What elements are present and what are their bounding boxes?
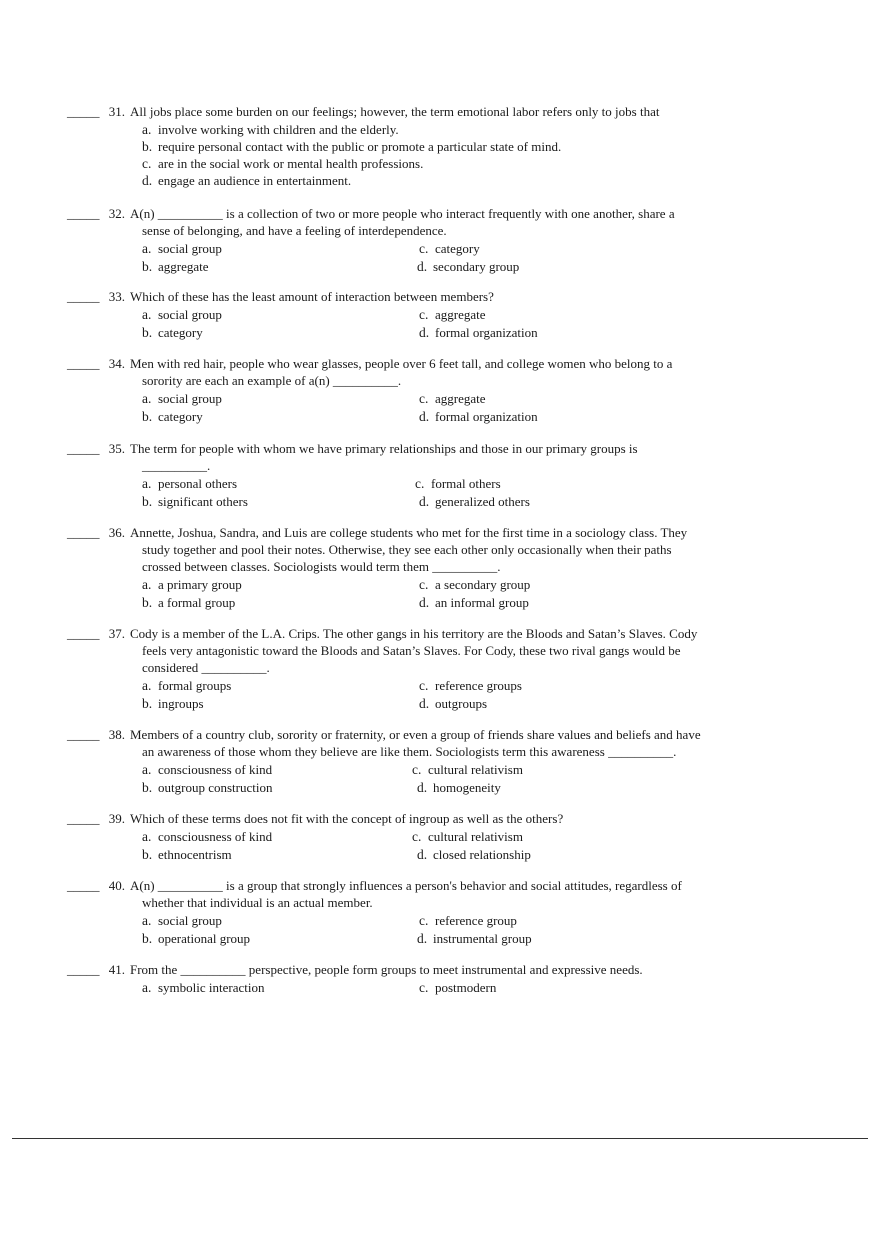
question-stem: From the __________ perspective, people form groups to meet instrumental and expressive needs. [130, 962, 643, 977]
option-text: social group [158, 307, 222, 322]
option-text: an informal group [435, 595, 529, 610]
question-stem-continued: whether that individual is an actual member. [142, 895, 373, 910]
option-d[interactable] [142, 172, 747, 189]
option-a[interactable] [142, 306, 222, 323]
option-b[interactable] [142, 324, 203, 341]
answer-blank[interactable]: _____ [67, 626, 100, 641]
question-stem-continued: sense of belonging, and have a feeling of interdependence. [142, 223, 447, 238]
option-text: aggregate [435, 391, 486, 406]
option-letter: b. [142, 494, 153, 509]
option-text: secondary group [433, 259, 520, 274]
option-letter: b. [142, 780, 153, 795]
option-a[interactable] [142, 677, 231, 694]
question-32 [67, 205, 747, 276]
option-c[interactable] [412, 828, 523, 845]
question-number: 32. [108, 206, 125, 221]
option-a[interactable] [142, 390, 222, 407]
option-text: category [158, 325, 203, 340]
question-stem: A(n) __________ is a collection of two or more people who interact frequently with one another, share a [130, 206, 675, 221]
question-35 [67, 440, 747, 511]
question-stem: Men with red hair, people who wear glasses, people over 6 feet tall, and college women who belong to a [130, 356, 673, 371]
option-letter: d. [419, 494, 430, 509]
question-number: 37. [108, 626, 125, 641]
option-text: formal organization [435, 325, 538, 340]
option-d[interactable] [419, 594, 529, 611]
question-number: 33. [108, 289, 125, 304]
question-33 [67, 288, 747, 342]
option-letter: d. [419, 325, 430, 340]
option-d[interactable] [417, 846, 531, 863]
option-text: engage an audience in entertainment. [158, 173, 352, 188]
option-letter: b. [142, 847, 153, 862]
option-letter: c. [419, 678, 429, 693]
option-letter: c. [419, 913, 429, 928]
option-letter: d. [419, 409, 430, 424]
option-letter: b. [142, 325, 153, 340]
option-a[interactable] [142, 912, 222, 929]
option-b[interactable] [142, 258, 209, 275]
option-text: social group [158, 391, 222, 406]
answer-blank[interactable]: _____ [67, 962, 100, 977]
option-text: outgroup construction [158, 780, 273, 795]
option-letter: c. [415, 476, 425, 491]
option-letter: d. [142, 173, 153, 188]
option-d[interactable] [417, 258, 519, 275]
question-number: 34. [108, 356, 125, 371]
option-letter: d. [417, 847, 428, 862]
option-text: ethnocentrism [158, 847, 232, 862]
question-number: 35. [108, 441, 125, 456]
option-letter: a. [142, 476, 152, 491]
question-stem: Which of these has the least amount of interaction between members? [130, 289, 494, 304]
option-text: social group [158, 913, 222, 928]
answer-blank[interactable]: _____ [67, 104, 100, 119]
option-letter: a. [142, 307, 152, 322]
option-letter: c. [419, 241, 429, 256]
option-d[interactable] [417, 930, 532, 947]
option-c[interactable] [419, 306, 486, 323]
option-text: significant others [158, 494, 248, 509]
question-number: 36. [108, 525, 125, 540]
option-text: consciousness of kind [158, 829, 273, 844]
option-c[interactable] [412, 761, 523, 778]
option-letter: c. [419, 307, 429, 322]
option-letter: a. [142, 391, 152, 406]
answer-blank[interactable]: _____ [67, 811, 100, 826]
question-stem-continued: feels very antagonistic toward the Bloods and Satan’s Slaves. For Cody, these two rival gangs would be [142, 643, 681, 658]
question-stem-continued: crossed between classes. Sociologists would term them __________. [142, 559, 501, 574]
option-letter: a. [142, 577, 152, 592]
option-text: aggregate [158, 259, 209, 274]
option-letter: b. [142, 409, 153, 424]
option-c[interactable] [419, 240, 480, 257]
option-d[interactable] [417, 779, 501, 796]
option-text: formal organization [435, 409, 538, 424]
option-text: a formal group [158, 595, 236, 610]
question-number: 38. [108, 727, 125, 742]
answer-blank[interactable]: _____ [67, 441, 100, 456]
option-text: a primary group [158, 577, 242, 592]
question-34 [67, 355, 747, 426]
option-b[interactable] [142, 779, 272, 796]
option-letter: a. [142, 241, 152, 256]
option-b[interactable] [142, 594, 235, 611]
option-text: formal others [431, 476, 501, 491]
option-letter: a. [142, 122, 152, 137]
option-letter: a. [142, 913, 152, 928]
option-c[interactable] [419, 912, 517, 929]
option-b[interactable] [142, 408, 203, 425]
option-text: cultural relativism [428, 762, 523, 777]
question-stem: A(n) __________ is a group that strongly influences a person's behavior and social attitudes, regardless of [130, 878, 682, 893]
option-text: generalized others [435, 494, 530, 509]
option-letter: d. [417, 931, 428, 946]
option-text: reference groups [435, 678, 522, 693]
option-letter: b. [142, 259, 153, 274]
option-letter: c. [142, 156, 152, 171]
question-40 [67, 877, 747, 948]
option-text: require personal contact with the public or promote a particular state of mind. [158, 139, 562, 154]
option-text: involve working with children and the elderly. [158, 122, 399, 137]
option-letter: d. [417, 259, 428, 274]
option-b[interactable] [142, 493, 248, 510]
option-b[interactable] [142, 695, 204, 712]
answer-blank[interactable]: _____ [67, 356, 100, 371]
question-stem-continued: study together and pool their notes. Otherwise, they see each other only occasionally when their paths [142, 542, 672, 557]
option-text: ingroups [158, 696, 204, 711]
option-letter: b. [142, 139, 153, 154]
question-number: 40. [108, 878, 125, 893]
answer-blank[interactable]: _____ [67, 727, 100, 742]
option-text: aggregate [435, 307, 486, 322]
option-text: category [158, 409, 203, 424]
option-letter: b. [142, 696, 153, 711]
option-c[interactable] [419, 677, 522, 694]
option-a[interactable] [142, 475, 237, 492]
option-text: operational group [158, 931, 251, 946]
question-number: 41. [108, 962, 125, 977]
page-footer-rule [12, 1138, 868, 1139]
option-c[interactable] [415, 475, 501, 492]
question-stem-continued: an awareness of those whom they believe are like them. Sociologists term this awareness __________. [142, 744, 677, 759]
question-stem: Annette, Joshua, Sandra, and Luis are college students who met for the first time in a sociology class. They [130, 525, 688, 540]
answer-blank[interactable]: _____ [67, 525, 100, 540]
question-39 [67, 810, 747, 864]
option-c[interactable] [419, 979, 496, 996]
option-d[interactable] [419, 695, 487, 712]
option-b[interactable] [142, 846, 232, 863]
option-text: reference group [435, 913, 517, 928]
option-d[interactable] [419, 324, 538, 341]
option-text: are in the social work or mental health professions. [158, 156, 424, 171]
option-b[interactable] [142, 138, 747, 155]
option-text: category [435, 241, 480, 256]
option-letter: b. [142, 931, 153, 946]
option-text: closed relationship [433, 847, 531, 862]
question-41 [67, 961, 747, 997]
option-text: personal others [158, 476, 238, 491]
option-letter: a. [142, 678, 152, 693]
question-stem-continued: sorority are each an example of a(n) __________. [142, 373, 402, 388]
option-a[interactable] [142, 576, 242, 593]
option-letter: a. [142, 980, 152, 995]
question-number: 39. [108, 811, 125, 826]
option-text: consciousness of kind [158, 762, 273, 777]
option-a[interactable] [142, 828, 272, 845]
option-text: social group [158, 241, 222, 256]
option-text: symbolic interaction [158, 980, 265, 995]
option-letter: c. [419, 391, 429, 406]
question-stem: Cody is a member of the L.A. Crips. The other gangs in his territory are the Bloods and Satan’s Slaves. Cody [130, 626, 698, 641]
option-text: cultural relativism [428, 829, 523, 844]
option-text: instrumental group [433, 931, 532, 946]
question-36 [67, 524, 747, 612]
question-stem: All jobs place some burden on our feelings; however, the term emotional labor refers only to jobs that [130, 104, 660, 119]
option-letter: a. [142, 762, 152, 777]
question-stem-continued: __________. [142, 458, 211, 473]
option-text: a secondary group [435, 577, 531, 592]
option-letter: d. [419, 696, 430, 711]
option-letter: a. [142, 829, 152, 844]
option-letter: d. [417, 780, 428, 795]
option-letter: c. [412, 762, 422, 777]
answer-blank[interactable]: _____ [67, 878, 100, 893]
option-a[interactable] [142, 121, 747, 138]
option-c[interactable] [419, 390, 486, 407]
answer-blank[interactable]: _____ [67, 206, 100, 221]
option-text: formal groups [158, 678, 232, 693]
question-stem: The term for people with whom we have primary relationships and those in our primary groups is [130, 441, 638, 456]
option-text: postmodern [435, 980, 497, 995]
option-letter: c. [419, 577, 429, 592]
option-a[interactable] [142, 979, 265, 996]
question-stem-continued: considered __________. [142, 660, 270, 675]
option-d[interactable] [419, 408, 538, 425]
option-c[interactable] [142, 155, 747, 172]
option-letter: b. [142, 595, 153, 610]
option-a[interactable] [142, 240, 222, 257]
answer-blank[interactable]: _____ [67, 289, 100, 304]
question-number: 31. [108, 104, 125, 119]
option-a[interactable] [142, 761, 272, 778]
option-c[interactable] [419, 576, 530, 593]
question-37 [67, 625, 747, 713]
option-b[interactable] [142, 930, 250, 947]
option-d[interactable] [419, 493, 530, 510]
option-text: homogeneity [433, 780, 501, 795]
option-letter: c. [419, 980, 429, 995]
option-letter: d. [419, 595, 430, 610]
option-text: outgroups [435, 696, 487, 711]
question-stem: Which of these terms does not fit with the concept of ingroup as well as the others? [130, 811, 564, 826]
question-31 [67, 103, 747, 189]
option-letter: c. [412, 829, 422, 844]
question-38 [67, 726, 747, 797]
question-stem: Members of a country club, sorority or fraternity, or even a group of friends share values and beliefs and have [130, 727, 701, 742]
